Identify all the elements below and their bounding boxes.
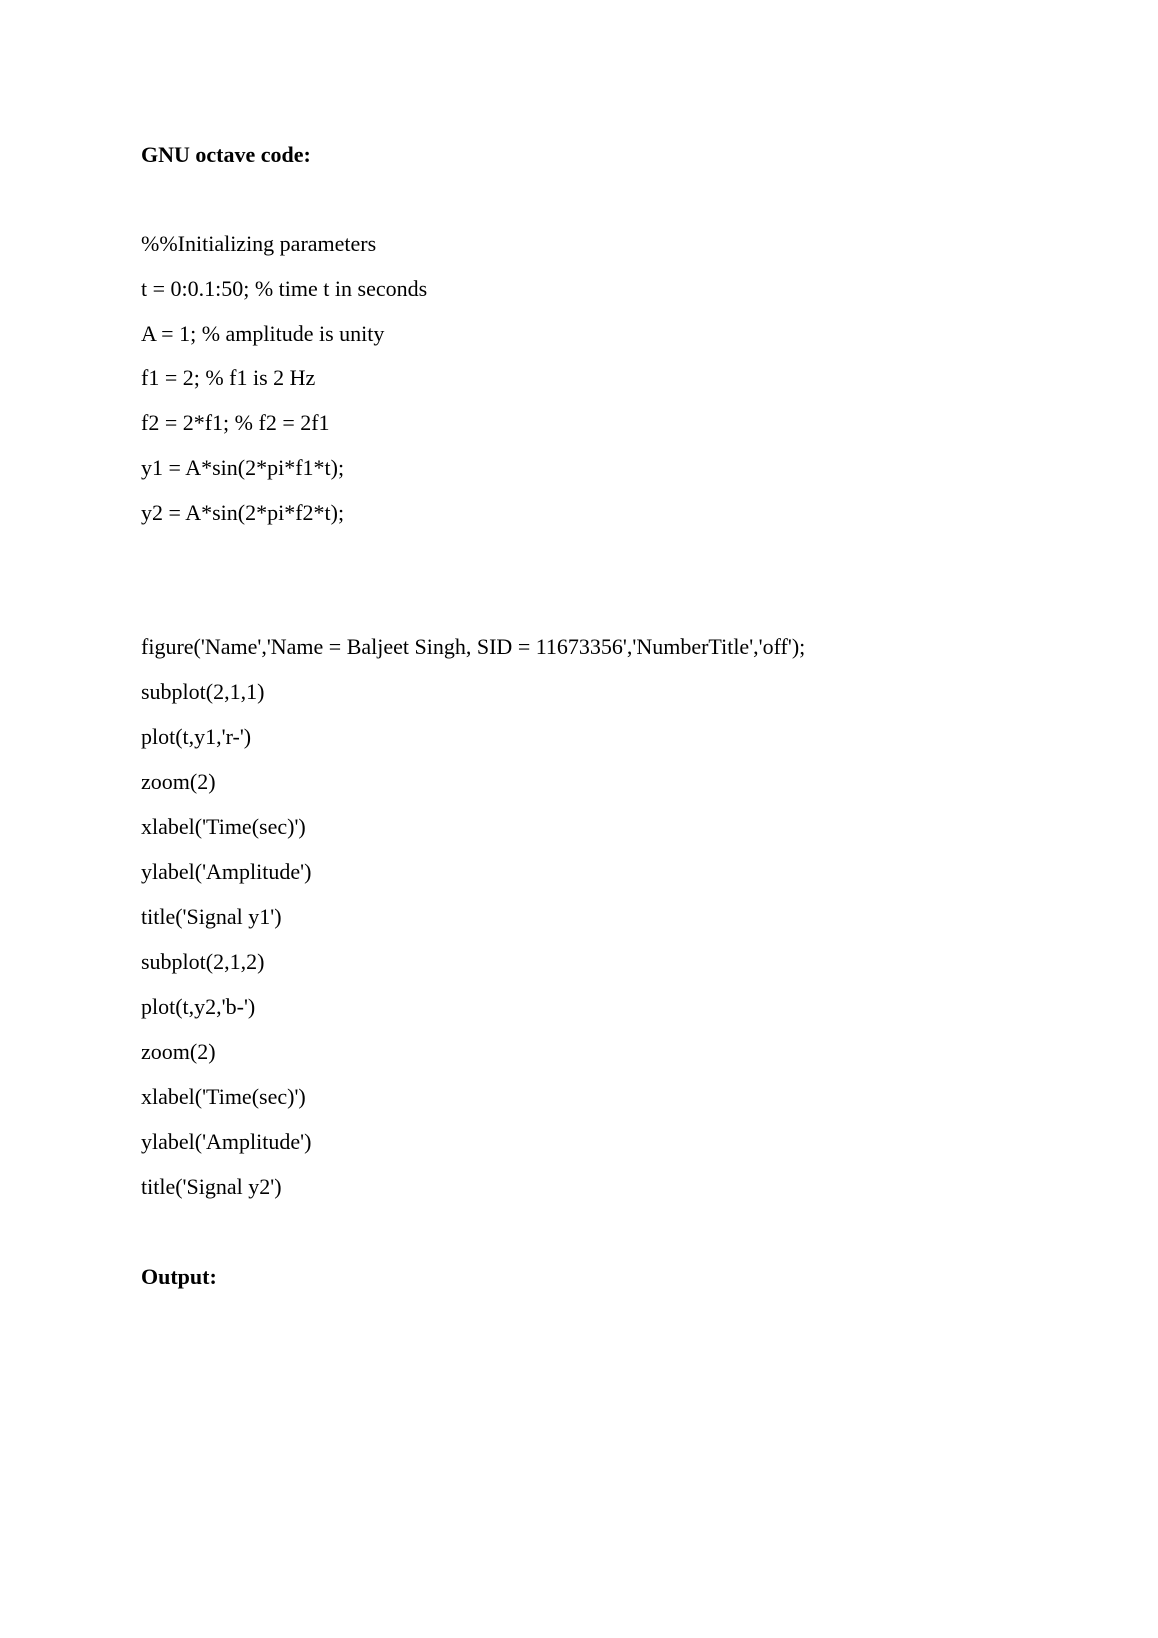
code-line: subplot(2,1,2) (141, 949, 265, 974)
code-line: ylabel('Amplitude') (141, 1129, 312, 1154)
code-line: title('Signal y2') (141, 1174, 282, 1199)
code-line: xlabel('Time(sec)') (141, 1084, 306, 1109)
code-line: subplot(2,1,1) (141, 679, 265, 704)
code-line: title('Signal y1') (141, 904, 282, 929)
code-line: y2 = A*sin(2*pi*f2*t); (141, 500, 345, 525)
output-heading: Output: (141, 1264, 217, 1289)
code-line: A = 1; % amplitude is unity (141, 321, 385, 346)
code-line: f1 = 2; % f1 is 2 Hz (141, 365, 316, 390)
code-line: plot(t,y2,'b-') (141, 994, 256, 1019)
code-line: zoom(2) (141, 769, 216, 794)
code-line: t = 0:0.1:50; % time t in seconds (141, 276, 428, 301)
code-line: zoom(2) (141, 1039, 216, 1064)
code-line: f2 = 2*f1; % f2 = 2f1 (141, 410, 330, 435)
code-line: ylabel('Amplitude') (141, 859, 312, 884)
code-line: figure('Name','Name = Baljeet Singh, SID = 11673356','NumberTitle','off'); (141, 634, 806, 659)
code-line: %%Initializing parameters (141, 231, 377, 256)
code-line: y1 = A*sin(2*pi*f1*t); (141, 455, 345, 480)
code-heading: GNU octave code: (141, 142, 311, 167)
code-line: plot(t,y1,'r-') (141, 724, 252, 749)
code-line: xlabel('Time(sec)') (141, 814, 306, 839)
